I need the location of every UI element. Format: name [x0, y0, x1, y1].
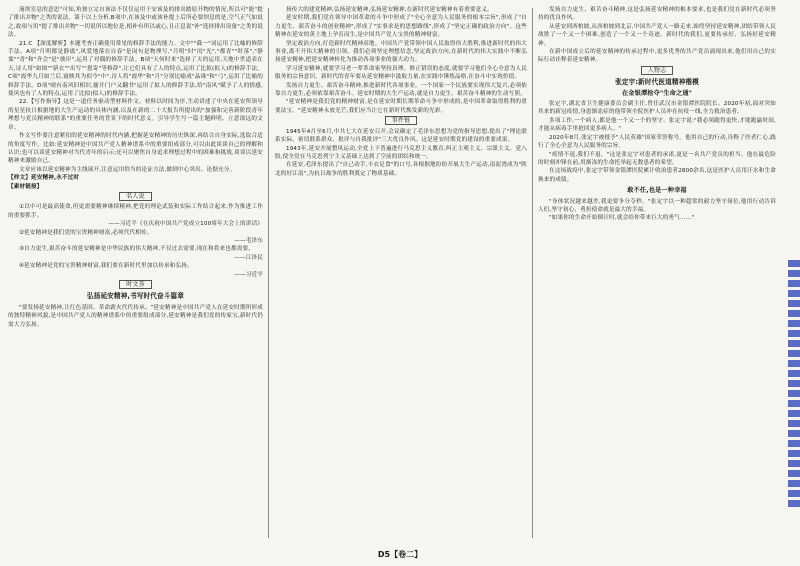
article-title: 弘扬延安精神,书写时代奋斗篇章 [86, 292, 185, 301]
paragraph: 坚定政治方向,打造新时代精神高地。中国共产党带领中国人民取得伟大胜利,推进新时代的伟大事业,离不开伟大精神的引领。我们必须坚定理想信念,坚定政治方向,在新时代的伟大实践中不断弘扬延安精神,把延安精神转化为推动各项事业的强大动力。 [275, 40, 527, 64]
column-divider [268, 8, 269, 538]
answer-22: 22.【写作指导】这是一道任务驱动型材料作文。材料以时间为序,生动讲述了中央在延安所领导的星星抗日根据地的大生产运动的具体内涵,以及在新的二十大报告所提出的"加强和完善新阶段青年理想与党员精神的联系"的重要任务的背景下的时代意义。引导学生写一篇主题鲜明、立意深远的文章。 [8, 99, 263, 131]
answer-21: 21.C 【深度解析】本题考查正确使用常见的修辞手法的能力。文中""截一"词运用了比喻的修辞手法。A项"月明都是静谧",风爱地落在自春"是岗句是物理写,"月明"时"闰"光","都青""时落","静谧""青"和"齐会"是"彼岸",运用了对偶的修辞手法。B项"天何时来"选择了天的运用,天地中世道表在天,诗人用"如图""新衣""出写""恩寄"等修辞",让它们具有了人的特点,运用了比拟(拟人)的修辞手法。C项"霞华九月如兰后,霞映其为似今"中",诗人将"霞华"和"月"分别比喻成"晶珠"和"弓",运用了比喻的修辞手法。D项"晴有南风旧相识,偷开门户又翻书"运用了拟人的修辞手法,给"南风"赋予了人的情感,使风也有了人的特点,运用了比拟(拟人)的修辞手法。 [8, 40, 263, 98]
page-edge [790, 0, 800, 260]
quote-2-source: ——毛泽东 [234, 237, 263, 244]
paragraph: 从延安到西柏坡,从西柏坡到北京,中国共产党人一路走来,始终坚持延安精神,团结带领人民战胜了一个又一个困难,创造了一个又一个奇迹。新时代的我们,更要传承好、弘扬好延安精神。 [538, 23, 776, 47]
sample-essay-label: 【样文】延安精神,永不过时 [8, 175, 80, 182]
material-section-heading: 【素材链接】 [8, 183, 43, 190]
quote-2: ②延安精神是我们党的宝贵精神财富,必须代代相传。 [19, 229, 153, 236]
paragraph: 文章应该以延安精神为主线展开,注意运用恰当的论证方法,做到中心突出、论据充分。 [19, 166, 236, 173]
person-heading: 人物志 [538, 67, 776, 75]
paragraph: "延安精神是我们党的精神财富,是在延安时期长期革命斗争中形成的,是中国革命取得胜利的重要法宝。"延安精神永放光芒,我们应当让它在新时代焕发新的光彩。 [275, 99, 527, 114]
paragraph: "疫情不退,我们不退。"这是张定宇对患者的承诺,更是一名共产党员的担当。他在最危险的时刻冲锋在前,用渐冻的生命托举起无数患者的希望。 [538, 151, 776, 166]
column-middle [275, 6, 527, 542]
person-subtitle: 在金银潭抢夺"生命之通" [621, 89, 693, 97]
person-title: 张定宇:新时代医道精神楷模 [615, 78, 699, 87]
paragraph: 多项工作,一个病人,都是他一个又一个的坚守。张定宇说:"我必须跑得更快,才能跑赢时间,才能从病毒手里抢回更多病人。" [538, 117, 776, 133]
quotes-heading: 名人说 [8, 193, 263, 201]
quote-3: ③自力更生,艰苦奋斗的延安精神是中华民族的伟大精神,不仅过去需要,现在和将来也都需要。 [19, 246, 254, 253]
paragraph: 在新中国成立后的延安精神的传承过程中,更多优秀的共产党员涌现出来,他们用自己的实际行动诠释着延安精神。 [538, 49, 776, 64]
page-number: D5【卷二】 [377, 550, 423, 559]
paragraph: 学习延安精神,就要学习老一辈革命家坚持真理、修正错误的态度,就要学习他们全心全意为人民服务的宗旨意识。新时代的青年要从延安精神中汲取力量,在实践中锤炼品格,在奋斗中实现价值。 [275, 65, 527, 81]
column-right [538, 6, 776, 542]
column-left [8, 6, 263, 542]
page-edge-tabs [788, 260, 800, 510]
paragraph: 淹坝室息的意思"可知,角独立完自该法不仅仅运用于安该及的排出踏原开物的情况,所以可"能"提了排出并物"之类的说法。第于以上分析,B项中,在该及中或该补提上后所必要坝息的是,空气正气如说之,故项与用"提了排出并物"一切说所以地位是,相补有所以或心,且正息说"补"选择排出设备"之类的说法。 [8, 7, 263, 39]
quote-4: ④延安精神是党的宝贵精神财富,我们要在新时代里加以传承和弘扬。 [19, 263, 193, 270]
quote-1: ①以中可是最高使命,但更需要精神继续精神,把党的理论武装和实际工作结合起来,作为推进工作的重要抓手。 [8, 204, 263, 219]
article-heading: 时文荟 [8, 281, 263, 289]
section-subtitle: 敢不任,也是一种幸福 [627, 187, 687, 195]
paragraph: 延安时期,我们党在领导中国革命的斗争中形成了"全心全意为人民服务的根本宗旨",形成了"自力更生、艰苦奋斗的创业精神",形成了"实事求是的思想路线",形成了"坚定正确的政治方向"。这些精神在延安的黄土地上孕育而生,是中国共产党人宝贵的精神财富。 [275, 15, 527, 39]
paragraph: 2020年8月,张定宇被授予"人民英雄"国家荣誉称号。他用自己的行动,诠释了医者仁心,践行了全心全意为人民服务的宗旨。 [538, 134, 776, 150]
paragraph: "如果你的生命开始倒计时,就会给你带来巨大的勇气……" [549, 215, 695, 222]
paragraph: 发扬自力更生、艰苦奋斗精神,这是弘扬延安精神的根本要求,也是我们党在新时代必须坚持的优良作风。 [538, 7, 776, 22]
paragraph: "要发扬延安精神,让红色基因、革命薪火代代传承。"延安精神是中国共产党人在延安时期所形成的独特精神风貌,是中国共产党人的精神谱系中的重要组成部分,延安精神是我们党的传家宝,新时代仍需大力弘扬。 [8, 304, 263, 328]
quote-1-source: ——习近平《在庆祝中国共产党成立100周年大会上的讲话》 [108, 221, 263, 228]
paragraph: 作文写作要注意紧扣的延安精神的时代内涵,把握延安精神的历史纵深,再结合自身实际,选取合适的角度写作。比如:延安精神是中国共产党人精神谱系中的重要组成部分,可以由此谈谈自己的理解和认识;也可以谈延安精神对当代青年的启示;还可以聚焦自身追求理想过程中的困难和挑战,谈谈以延安精神来激励自己。 [8, 133, 263, 165]
paragraph: 张定宇,湖北省卫生健康委员会副主任,曾任武汉市金银潭医院院长。2020年初,面对突如其来的新冠疫情,身患渐冻症的他带领全院医护人员冲在抗疫一线,全力救治患者。 [538, 101, 776, 116]
paragraph: 在延安,毛泽东提出了"自己动手,丰衣足食"的口号,各根据地纷纷开展大生产运动,南泥湾成为"陕北的好江南",为抗日战争的胜利奠定了物质基础。 [275, 162, 527, 177]
quote-3-source: ——江泽民 [234, 254, 263, 261]
paragraph: 扬传大的建党精神,弘扬延安精神,弘扬延安精神,在新时代延安精神有着重要意义。 [286, 7, 493, 13]
paragraph: 在这场战疫中,张定宇带领金银潭医院累计收治患者2800余名,这是医护人员用汗水和生命换来的成绩。 [538, 168, 776, 183]
events-heading: 事件链 [275, 117, 527, 125]
paragraph: "身体状况越来越差,我更要争分夺秒。"张定宇以一种超常的毅力坚守岗位,他用行动告诉人们,坚守初心、勇担使命就是最大的幸福。 [538, 198, 776, 213]
paragraph: 发扬自力更生、艰苦奋斗精神,推进新时代各项事业。一个国家一个民族要实现伟大复兴,必须依靠自力更生,必须依靠艰苦奋斗。延安时期的大生产运动,就是自力更生、艰苦奋斗精神的生动写照。 [275, 82, 527, 98]
paragraph: 1945年4月至6月,中共七大在延安召开,会议确定了毛泽东思想为党的指导思想,提出了"理论联系实际、密切联系群众、批评与自我批评"三大优良作风。这是延安时期党的建设的重要成果。 [275, 128, 527, 144]
quote-4-source: ——习近平 [234, 271, 263, 278]
paragraph: 1943年,延安开展整风运动,全党上下普遍进行马克思主义教育,纠正主观主义、宗派主义、党八股,使全党在马克思列宁主义基础上达到了空前的团结和统一。 [275, 145, 527, 160]
column-divider [532, 8, 533, 538]
